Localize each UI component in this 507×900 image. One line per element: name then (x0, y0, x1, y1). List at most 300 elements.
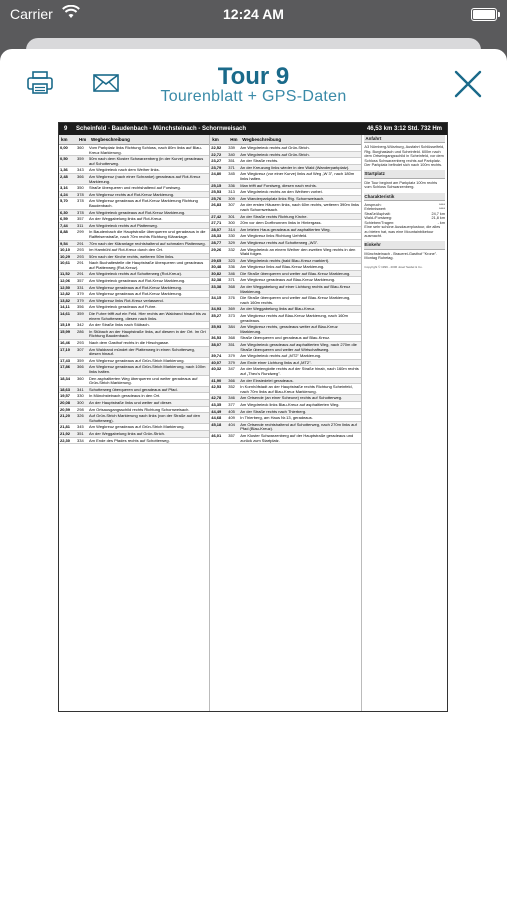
direction-row (210, 409, 361, 416)
direction-km: 6,59 (60, 216, 68, 222)
direction-wb: An der Straße rechts Richtung Kirche. (240, 213, 308, 219)
direction-row (210, 258, 361, 265)
direction-wb: Am Wegdreieck rechts (bald Blau-Kreuz markiert). (240, 257, 330, 263)
direction-row (59, 192, 209, 199)
direction-hm: 298 (77, 406, 84, 412)
direction-km: 46,01 (211, 432, 222, 438)
direction-wb: Am Wegkreuz geradeaus auf Rot-Kreuz Markierung. (89, 291, 183, 297)
direction-row (59, 438, 209, 445)
direction-wb: An der Weggabelung links auf Grün-Strich. (89, 430, 165, 436)
direction-wb: An der Hauptstraße links und weiter auf dieser. (89, 399, 173, 405)
direction-wb: Am Wegkreuz rechts auf Blau-Kreuz Markierung, nach 160m geradeaus. (240, 313, 348, 323)
direction-row (59, 358, 209, 365)
direction-row (59, 229, 209, 240)
direction-hm: 405 (228, 408, 235, 414)
direction-km: 24,80 (211, 171, 222, 177)
direction-km: 12,82 (60, 291, 71, 297)
direction-hm: 291 (77, 260, 84, 266)
battery-icon (471, 8, 497, 21)
direction-hm: 342 (77, 322, 84, 328)
direction-wb: An der Weggabelung auf einer Lichtung rechts auf Blau-Kreuz Markierung. (240, 284, 351, 294)
direction-km: 10,29 (60, 253, 71, 259)
direction-km: 36,53 (211, 335, 222, 341)
char-value: 21,8 km (431, 216, 445, 221)
direction-hm: 345 (77, 424, 84, 430)
direction-hm: 366 (77, 364, 84, 370)
direction-wb: Am Wegdreieck geradeaus auf Fuhre. (89, 304, 157, 310)
direction-wb: Am Wegdreieck geradeaus auf asphaltierten Weg, nach 270m die Straße überqueren und weiter auf Wirtschaftsweg. (240, 342, 357, 352)
direction-row (210, 183, 361, 190)
direction-hm: 368 (228, 335, 235, 341)
direction-wb: Am Ende des Pfades rechts auf Schotterweg. (89, 437, 170, 443)
direction-hm: 384 (228, 324, 235, 330)
char-value: **** (439, 203, 445, 208)
direction-hm: 341 (77, 386, 84, 392)
directions-column-middle (210, 135, 362, 711)
direction-hm: 350 (77, 185, 84, 191)
direction-hm: 357 (77, 216, 84, 222)
direction-km: 20,59 (60, 406, 71, 412)
direction-km: 14,11 (60, 304, 70, 310)
direction-row (59, 254, 209, 261)
direction-km: 17,86 (60, 364, 71, 370)
direction-wb: Man trifft auf Forstweg, diesen nach rechts. (240, 182, 317, 188)
direction-hm: 373 (228, 313, 235, 319)
direction-wb: Am Wegkreuz rechts auf Rot-Kreuz Markierung. (89, 191, 175, 197)
direction-wb: Im Hambühl auf Rot-Kreuz durch den Ort. (89, 247, 164, 253)
direction-km: 40,07 (211, 359, 222, 365)
direction-km: 44,68 (211, 415, 222, 421)
direction-km: 21,92 (60, 430, 71, 436)
direction-km: 29,65 (211, 257, 222, 263)
direction-wb: 50m nach der Kirche rechts, weiteren 50m links. (89, 253, 175, 259)
direction-row (210, 433, 361, 444)
direction-hm: 371 (228, 277, 235, 283)
direction-hm: 357 (228, 432, 235, 438)
direction-km: 12,50 (60, 284, 71, 290)
direction-km: 35,93 (211, 324, 222, 330)
direction-hm: 291 (77, 240, 84, 246)
direction-km: 26,83 (211, 202, 222, 208)
direction-km: 30,48 (211, 264, 222, 270)
direction-hm: 339 (228, 145, 235, 150)
char-label: Wald-/Forstweg: (364, 216, 392, 221)
direction-hm: 299 (77, 229, 84, 235)
direction-row (59, 407, 209, 414)
direction-hm: 379 (77, 291, 84, 297)
direction-hm: 293 (77, 340, 84, 345)
direction-km: 42,78 (211, 395, 222, 401)
status-bar (0, 0, 507, 30)
direction-row (210, 360, 361, 367)
direction-row (59, 241, 209, 248)
direction-row (59, 174, 209, 185)
direction-hm: 369 (228, 306, 235, 312)
direction-wb: Am Wegkreuz (nach einer Schranke) geradeaus auf Rot-Kreuz Markierung. (89, 173, 201, 184)
direction-wb: In Münchsteinach geradeaus in den Ort. (89, 393, 161, 399)
direction-wb: Am Ende einer Lichtung links auf „MT2". (240, 359, 312, 365)
direction-hm: 313 (228, 189, 235, 195)
direction-row (210, 189, 361, 196)
direction-km: 28,07 (211, 226, 222, 232)
direction-row (59, 387, 209, 394)
direction-wb: Am Ortsende rechtshaltend auf Schotterweg, nach 270m links auf Pfad (Blau-Kreuz). (240, 421, 357, 432)
direction-hm: 326 (77, 413, 84, 419)
direction-hm: 347 (228, 366, 235, 372)
direction-row (210, 202, 361, 213)
direction-km: 0,50 (60, 156, 68, 162)
direction-hm: 291 (77, 271, 84, 277)
modal-sheet (0, 49, 507, 900)
direction-hm: 351 (228, 158, 235, 164)
direction-row (210, 240, 361, 247)
direction-row (59, 376, 209, 387)
direction-row (59, 156, 209, 167)
direction-wb: An der Straße rechts. (240, 158, 279, 164)
direction-wb: Straße überqueren und rechtshaltend auf Forstweg. (89, 185, 181, 191)
direction-wb: Am Wegkreuz rechts auf Schotterweg „W3". (240, 239, 319, 245)
direction-km: 42,53 (211, 384, 222, 390)
direction-wb: Am Wegkreuz geradeaus auf Blau-Kreuz Markierung. (240, 277, 336, 283)
direction-km: 22,30 (60, 437, 71, 443)
direction-row (59, 285, 209, 292)
direction-wb: 20m vor dem Dorfbrunnen links in Hintergass. (240, 220, 322, 226)
direction-km: 28,77 (211, 239, 222, 245)
einkehr-text: Münchsteinach - Brauerei-Gasthof "Krone". Montag Ruhetag. (364, 251, 438, 261)
charakteristik-heading: Charakteristik (364, 193, 445, 201)
direction-wb: Am Wegkreuz links Richtung Uehfeld. (240, 233, 308, 239)
direction-row (210, 152, 361, 159)
direction-km: 34,15 (211, 295, 222, 301)
direction-km: 20,08 (60, 399, 71, 405)
direction-wb: An der Weggabelung links auf Blau-Kreuz. (240, 306, 316, 312)
anfahrt-heading: Anfahrt (364, 135, 445, 143)
direction-wb: Am Wanderparkplatz links Rtg. Schornweisach. (240, 195, 325, 201)
direction-hm: 332 (228, 246, 235, 252)
direction-row (59, 393, 209, 400)
direction-wb: An der Weggabelung links auf Rot-Kreuz. (89, 216, 163, 222)
direction-row (210, 378, 361, 385)
direction-hm: 368 (228, 284, 235, 290)
direction-row (210, 171, 361, 182)
direction-wb: Straße überqueren und geradeaus auf Blau-Kreuz. (240, 335, 331, 341)
direction-km: 45,18 (211, 421, 222, 427)
direction-wb: 70m nach der Kläranlage rechtshaltend auf schmalen Plattenweg. (89, 240, 206, 246)
column-header: km Hm Wegbeschreibung (59, 135, 209, 145)
direction-row (210, 214, 361, 221)
direction-row (59, 413, 209, 424)
direction-wb: Am Wegdreieck rechts auf „MT2" Markierung. (240, 353, 322, 359)
direction-hm: 366 (77, 173, 84, 179)
direction-km: 19,57 (60, 393, 71, 399)
direction-km: 9,54 (60, 240, 68, 246)
direction-km: 29,26 (211, 246, 222, 252)
direction-wb: Am Wegdreieck rechts auf Grün-Strich. (240, 151, 310, 157)
direction-wb: Am Wegkreuz rechts, geradeaus weiter auf Blau-Kreuz Markierung. (240, 324, 338, 334)
direction-row (210, 395, 361, 402)
direction-hm: 300 (77, 399, 84, 405)
direction-wb: Am Wegkreuz geradeaus auf Grün-Strich Markierung, nach 100m links halten. (89, 364, 206, 374)
direction-row (210, 145, 361, 152)
direction-hm: 293 (77, 247, 84, 253)
direction-wb: Am Wegdreieck rechts auf Schotterweg (Rot-Kreuz). (89, 271, 183, 277)
direction-row (59, 223, 209, 230)
direction-hm: 300 (228, 220, 235, 226)
direction-hm: 379 (228, 359, 235, 365)
route-title: Scheinfeld - Baudenbach - Münchsteinach - Schornweisach (76, 126, 247, 132)
direction-wb: Am Wegdreieck links Blau-Kreuz auf asphaltierten Weg. (240, 401, 340, 407)
direction-wb: Nach Buchaltestelle die Hauptstraße überqueren und geradeaus auf Plattenweg (Rot-Kreuz). (89, 260, 204, 270)
tour-number: 9 (64, 126, 68, 132)
direction-row (59, 364, 209, 375)
direction-row (59, 145, 209, 156)
tour-sheet-document[interactable] (58, 122, 448, 712)
direction-hm: 330 (77, 393, 84, 399)
direction-km: 17,43 (60, 357, 71, 363)
direction-km: 5,70 (60, 198, 68, 204)
anfahrt-text: A3 Nürnberg-Würzburg, Ausfahrt Schlüsselfeld, Rtg. Burghaslach und Scheinfeld. 600m nach dem Ortseingangsschild in Scheinfeld, vor dem Schloss Schwarzenberg rechts auf Parkplatz. Der Parkplatz befindet sich nach 100m rechts. (364, 145, 445, 168)
direction-km: 15,19 (60, 322, 71, 328)
direction-wb: Am Wegkreuz geradeaus auf Grün-Strich Markierung. (89, 424, 185, 430)
direction-km: 34,93 (211, 306, 222, 312)
direction-km: 2,48 (60, 173, 68, 179)
direction-row (210, 277, 361, 284)
direction-row (210, 158, 361, 165)
direction-hm: 309 (228, 195, 235, 201)
char-label: Erlebniswert: (364, 207, 387, 212)
direction-row (59, 431, 209, 438)
direction-km: 10,10 (60, 247, 71, 253)
direction-wb: Schotterweg überqueren und geradeaus auf Pfad. (89, 386, 178, 392)
direction-wb: Vom Parkplatz links Richtung Schloss, nach 80m links auf Blau-Kreuz Markierung. (89, 145, 202, 155)
direction-wb: Nach dem Gasthof rechts in die Hirschgasse. (89, 340, 170, 345)
column-header: km Hm Wegbeschreibung (210, 135, 361, 145)
document-header (59, 123, 447, 135)
direction-km: 21,20 (60, 413, 71, 419)
direction-km: 17,10 (60, 346, 71, 352)
direction-km: 1,36 (60, 167, 68, 173)
direction-row (59, 198, 209, 209)
direction-wb: In Kornhöfstadt an der Hauptstraße rechts Richtung Scheinfeld, nach 70m links auf Blau-Kreuz Markierung. (240, 384, 353, 394)
direction-row (59, 304, 209, 311)
info-column (362, 135, 447, 711)
direction-km: 38,07 (211, 342, 222, 347)
direction-hm: 378 (77, 209, 84, 215)
direction-row (59, 278, 209, 285)
char-value: **** (439, 207, 445, 212)
direction-km: 18,34 (60, 375, 71, 381)
direction-wb: 50m nach dem Kloster Schwarzenberg (in der Kurve) geradeaus auf Schotterweg. (89, 156, 204, 166)
direction-wb: An der Kreuzung links wieder in den Wald (Wanderparkplatz). (240, 164, 350, 170)
char-value: - km (437, 220, 445, 225)
direction-wb: Am Waldrand mündet der Plattenweg in einen Schotterweg, diesen hinauf. (89, 346, 195, 357)
direction-row (59, 167, 209, 174)
direction-row (59, 329, 209, 340)
direction-wb: In Baudenbach die Hauptstraße überqueren und geradeaus in die Raiffeisenstraße, nach 70m rechts Richtung Kläranlage. (89, 229, 206, 239)
direction-hm: 346 (228, 270, 235, 276)
direction-km: 33,38 (211, 284, 222, 290)
direction-row (59, 424, 209, 431)
direction-km: 41,90 (211, 377, 222, 383)
direction-hm: 340 (228, 151, 235, 157)
direction-wb: Am Wegkreuz (vor einer Kurve) links auf Weg „W 3", nach 180m links halten. (240, 171, 355, 181)
direction-wb: Am Wegkreuz links Rot-Kreuz verlassend. (89, 297, 164, 303)
direction-hm: 359 (77, 357, 84, 363)
direction-wb: Auf Grün-Strich Markierung nach links (von der Straße auf den Schotterweg). (89, 413, 200, 423)
direction-km: 30,82 (211, 270, 222, 276)
direction-row (210, 402, 361, 409)
close-button[interactable] (454, 70, 482, 103)
direction-km: 16,46 (60, 340, 71, 345)
char-value: 24,7 km (431, 211, 445, 216)
direction-hm: 323 (228, 257, 235, 263)
direction-km: 23,79 (211, 164, 222, 170)
direction-wb: An der ersten Häusern links, nach 60m rechts, weiteren 390m links nach Schornweisach. (240, 202, 359, 212)
direction-row (59, 347, 209, 358)
close-icon (454, 70, 482, 98)
direction-km: 18,63 (60, 386, 71, 392)
direction-wb: Am Wegdreieck an einem Weiher den zweiten Weg rechts in den Wald folgen. (240, 246, 356, 257)
carrier-label: Carrier (10, 6, 53, 22)
direction-hm: 379 (77, 297, 84, 303)
direction-hm: 357 (77, 278, 84, 284)
direction-hm: 366 (228, 377, 235, 383)
direction-km: 12,06 (60, 278, 71, 284)
direction-km: 21,81 (60, 424, 71, 430)
direction-row (59, 271, 209, 278)
direction-hm: 336 (228, 182, 235, 188)
direction-km: 25,53 (211, 189, 222, 195)
direction-hm: 314 (228, 226, 235, 232)
direction-row (59, 260, 209, 271)
copyright: Copyright © 1999 - 2006 Josef Seidel & Co. (364, 264, 423, 269)
direction-km: 32,38 (211, 277, 222, 283)
direction-row (59, 216, 209, 223)
direction-km: 40,32 (211, 366, 222, 372)
direction-km: 13,82 (60, 297, 71, 303)
direction-hm: 371 (228, 164, 235, 170)
direction-hm: 378 (77, 198, 84, 204)
direction-hm: 376 (228, 295, 235, 301)
direction-km: 22,72 (211, 151, 222, 157)
direction-km: 8,88 (60, 229, 68, 235)
direction-hm: 351 (77, 430, 84, 436)
direction-row (59, 185, 209, 192)
direction-hm: 346 (228, 395, 235, 401)
einkehr-heading: Einkehr (364, 241, 445, 249)
route-stats: 46,53 km 3:12 Std. 732 Hm (366, 126, 442, 132)
direction-row (210, 227, 361, 234)
direction-row (210, 384, 361, 395)
direction-wb: Die Straße überqueren und weiter auf Blau-Kreuz Markierung, nach 160m rechts. (240, 295, 351, 305)
direction-row (210, 415, 361, 422)
direction-row (210, 165, 361, 172)
direction-km: 3,16 (60, 185, 68, 191)
direction-row (210, 422, 361, 433)
direction-row (59, 210, 209, 217)
direction-row (210, 264, 361, 271)
direction-hm: 343 (77, 167, 84, 173)
direction-hm: 301 (228, 213, 235, 219)
direction-row (59, 340, 209, 347)
direction-hm: 307 (228, 202, 235, 208)
direction-km: 25,15 (211, 182, 222, 188)
direction-row (210, 313, 361, 324)
clock: 12:24 AM (223, 6, 284, 22)
direction-km: 4,24 (60, 191, 68, 197)
direction-wb: Am Wegkreuz geradeaus auf Grün-Strich Markierung. (89, 357, 185, 363)
charakteristik-list (364, 203, 445, 225)
direction-wb: Die Fuhre trifft auf ein Feld. Hier rechts am Waldrand hinauf bis zu einem Schotterweg, diesen nach links. (89, 311, 207, 321)
direction-row (59, 400, 209, 407)
direction-wb: Am Wegdreieck geradeaus auf Rot-Kreuz Markierung. (89, 209, 186, 215)
direction-row (210, 220, 361, 227)
direction-row (210, 284, 361, 295)
direction-hm: 404 (228, 421, 235, 427)
direction-wb: Am letzten Haus geradeaus auf asphaltierten Weg. (240, 226, 331, 232)
direction-wb: Am Wegkreuz geradeaus auf Rot-Kreuz Markierung Richtung Baudenbach. (89, 198, 198, 208)
direction-row (210, 366, 361, 377)
direction-wb: Am Wegdreieck geradeaus auf Rot-Kreuz Markierung. (89, 278, 186, 284)
direction-wb: Den asphaltierten Weg überqueren und weiter geradeaus auf Grün-Strich Markierung. (89, 375, 198, 386)
direction-wb: An der Straße rechts nach Thierberg. (240, 408, 307, 414)
direction-km: 27,71 (211, 220, 222, 226)
direction-wb: Am Wegkreuz links auf Blau-Kreuz Markierung. (240, 264, 325, 270)
direction-hm: 286 (77, 328, 84, 334)
direction-km: 44,49 (211, 408, 222, 414)
direction-wb: In Stübach an der Hauptstraße links, auf diesem in der Ort. Im Ort Richtung Baudenbach. (89, 328, 206, 339)
direction-hm: 345 (228, 171, 235, 177)
charakteristik-text: Eine sehr schöne Ausdauerplustour, die alles zu bieten hat, was eine Mountainbiketour ausmacht. (364, 225, 441, 238)
direction-km: 6,30 (60, 209, 68, 215)
char-label: Anspruch: (364, 203, 382, 208)
direction-wb: An der Straße links nach Stübach. (89, 322, 150, 328)
directions-column-left (59, 135, 210, 711)
direction-km: 15,99 (60, 328, 71, 334)
direction-hm: 334 (77, 437, 84, 443)
char-label: Straße/Asphalt: (364, 211, 391, 216)
direction-km: 22,52 (211, 145, 222, 150)
direction-wb: Am Wegdreieck nach dem Weiher links. (89, 167, 160, 173)
direction-hm: 356 (77, 304, 84, 310)
direction-hm: 329 (228, 239, 235, 245)
direction-hm: 352 (228, 384, 235, 390)
direction-km: 0,00 (60, 145, 68, 150)
direction-hm: 360 (77, 375, 84, 381)
page-title: Tour 9 (217, 63, 290, 90)
direction-wb: Am Ortsausgangsschild rechts Richtung Schornweisach. (89, 406, 190, 412)
direction-wb: In Thierberg, am Haus Nr.13, geradeaus. (240, 415, 313, 421)
direction-km: 27,42 (211, 213, 222, 219)
direction-hm: 351 (228, 342, 235, 347)
direction-row (210, 196, 361, 203)
direction-row (210, 353, 361, 360)
direction-wb: An der Marienglotte rechts auf der Straße hinab, nach 160m rechts auf „Theo's Rundweg". (240, 366, 359, 376)
direction-km: 43,35 (211, 401, 222, 407)
direction-km: 23,27 (211, 158, 222, 164)
startplatz-text: Die Tour beginnt am Parkplatz 100m rechts vom Schloss Schwarzenberg. (364, 180, 438, 190)
direction-row (59, 322, 209, 329)
direction-wb: Am Wegdreieck rechts auf Plattenweg. (89, 222, 158, 228)
direction-km: 25,76 (211, 195, 222, 201)
direction-km: 11,52 (60, 271, 70, 277)
direction-km: 39,74 (211, 353, 222, 359)
direction-hm: 293 (77, 253, 84, 259)
direction-wb: An der Einsiedelei geradeaus. (240, 377, 294, 383)
direction-hm: 359 (77, 156, 84, 162)
direction-hm: 377 (228, 401, 235, 407)
direction-hm: 331 (77, 284, 84, 290)
